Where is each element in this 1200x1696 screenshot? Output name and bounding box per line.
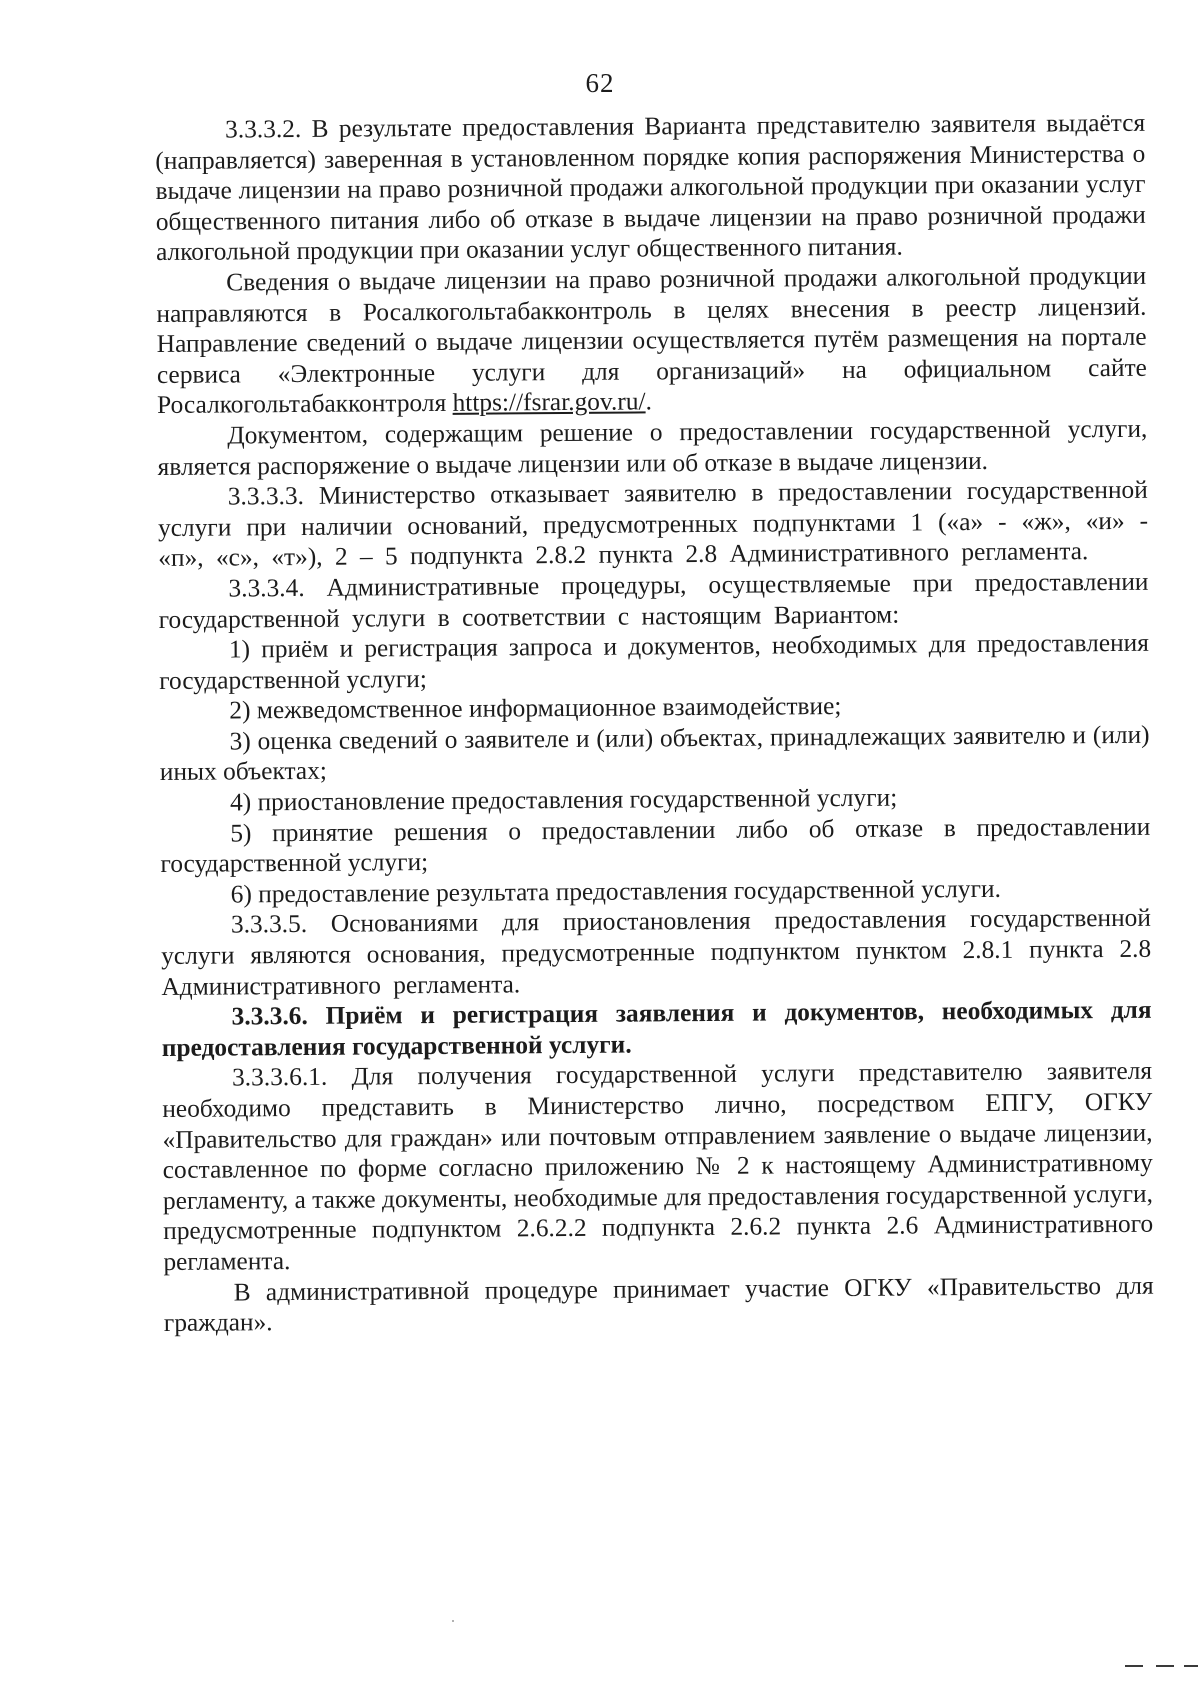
paragraph-procedures-intro: 3.3.3.4. Административные процедуры, осуществляемые при предоставлении государственной услуги в соответствии с настоящим Вариантом: <box>158 567 1149 634</box>
page-number: 62 <box>585 68 615 98</box>
paragraph-participant: В административной процедуре принимает участие ОГКУ «Правительство для граждан». <box>163 1271 1154 1338</box>
procedure-list-item: 5) принятие решения о предоставлении либо об отказе в предоставлении государственной услуги; <box>160 812 1151 879</box>
section-heading-reception: 3.3.3.6. Приём и регистрация заявления и документов, необходимых для предоставления государственной услуги. <box>161 995 1152 1062</box>
procedure-list-item: 3) оценка сведений о заявителе и (или) объектах, принадлежащих заявителю и (или) иных объектах; <box>159 720 1150 787</box>
procedure-list-item: 2) межведомственное информационное взаимодействие; <box>229 692 842 725</box>
fsrar-link[interactable]: https://fsrar.gov.ru/ <box>452 387 646 418</box>
paragraph-license-info-text: Сведения о выдаче лицензии на право розничной продажи алкогольной продукции направляются в Росалкогольтабакконтроль в целях внесения в реестр лицензий. Направление сведений о выдаче лицензии осуществляется путём размещения на портале сервиса «Электронные услуги для организаций» на официальном сайте Росалкогольтабакконтроля <box>156 261 1147 420</box>
scan-edge-mark <box>1184 1665 1198 1667</box>
paragraph-decision-document: Документом, содержащим решение о предоставлении государственной услуги, является распоряжение о выдаче лицензии или об отказе в выдаче лицензии. <box>157 414 1148 481</box>
paragraph-license-info <box>156 261 1147 421</box>
scan-edge-mark <box>1125 1665 1143 1667</box>
paragraph-suspension-grounds: 3.3.3.5. Основаниями для приостановления предоставления государственной услуги являются основания, предусмотренные подпунктом пунктом 2.8.1 пункта 2.8 Административного регламента. <box>161 904 1152 1001</box>
paragraph-refusal: 3.3.3.3. Министерство отказывает заявителю в предоставлении государственной услуги при наличии оснований, предусмотренных подпунктами 1 («а» - «ж», «и» - «п», «с», «т»), 2 – 5 подпункта 2.8.2 пункта 2.8 Административного регламента. <box>157 475 1149 573</box>
document-body <box>155 108 1154 1339</box>
scan-speck <box>452 1620 454 1622</box>
procedure-list-item: 6) предоставление результата предоставления государственной услуги. <box>230 874 1001 909</box>
procedure-list-item: 1) приём и регистрация запроса и документов, необходимых для предоставления государственной услуги; <box>159 628 1149 695</box>
procedure-list-item: 4) приостановление предоставления государственной услуги; <box>229 783 898 817</box>
paragraph-application-submission: 3.3.3.6.1. Для получения государственной услуги представителю заявителя необходимо представить в Министерство лично, посредством ЕПГУ, ОГКУ «Правительство для граждан» или почтовым отправлением заявление о выдаче лицензии, составленное по форме согласно приложению № 2 к настоящему Административному регламенту, а также документы, необходимые для предоставления государственной услуги, предусмотренные подпунктом 2.6.2.2 подпункта 2.6.2 пункта 2.6 Административного регламента. <box>162 1057 1154 1276</box>
scan-edge-mark <box>1156 1665 1174 1667</box>
paragraph-license-info-end: . <box>645 387 652 416</box>
paragraph-result: 3.3.3.2. В результате предоставления Варианта представителю заявителя выдаётся (направляется) заверенная в установленном порядке копия распоряжения Министерства о выдаче лицензии на право розничной продажи алкогольной продукции при оказании услуг общественного питания либо об отказе в выдаче лицензии на право розничной продажи алкогольной продукции при оказании услуг общественного питания. <box>155 108 1146 267</box>
